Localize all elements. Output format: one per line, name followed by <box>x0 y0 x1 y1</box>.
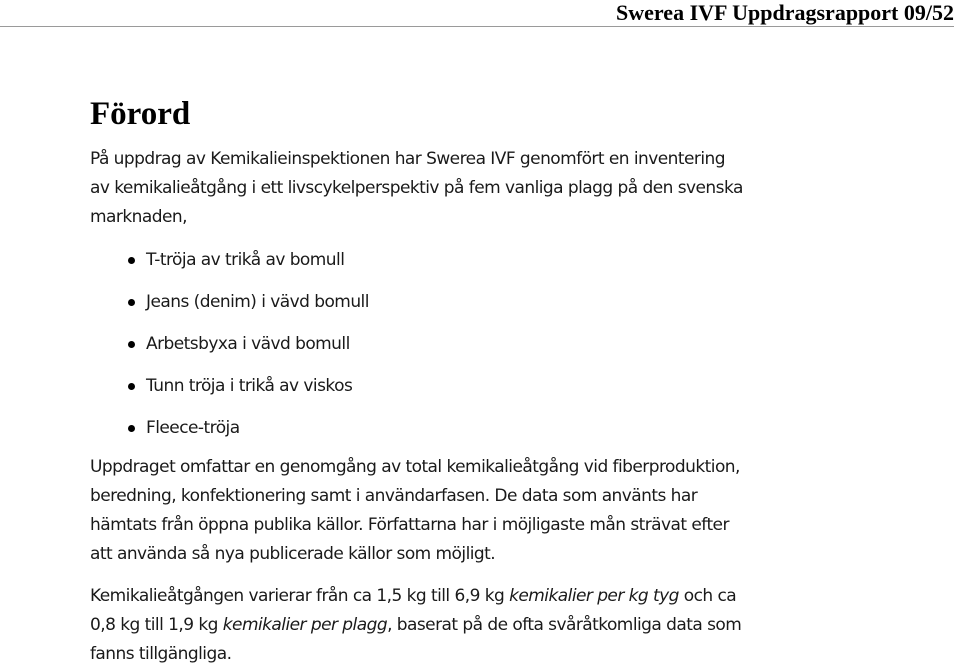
bullet-icon <box>128 425 135 432</box>
bullet-icon <box>128 383 135 390</box>
list-item <box>128 330 828 372</box>
scope-line: Uppdraget omfattar en genomgång av total kemikalieåtgång vid fiberproduktion, <box>90 457 740 477</box>
results-emphasis: kemikalier per kg tyg <box>509 586 679 606</box>
scope-line: hämtats från öppna publika källor. Författarna har i möjligaste mån strävat efter <box>90 515 729 535</box>
list-item <box>128 246 828 288</box>
intro-paragraph <box>90 145 910 232</box>
bullet-icon <box>128 341 135 348</box>
intro-line: marknaden, <box>90 207 187 227</box>
results-line: fanns tillgängliga. <box>90 644 232 664</box>
intro-line: av kemikalieåtgång i ett livscykelperspektiv på fem vanliga plagg på den svenska <box>90 178 743 198</box>
list-item-label: Fleece-tröja <box>146 418 240 438</box>
results-text: 0,8 kg till 1,9 kg <box>90 615 223 635</box>
bullet-icon <box>128 299 135 306</box>
list-item <box>128 414 828 456</box>
page-title: Förord <box>90 96 191 132</box>
page-header <box>0 0 954 27</box>
list-item-label: Tunn tröja i trikå av viskos <box>146 376 353 396</box>
garment-list <box>128 246 828 456</box>
results-line <box>90 582 910 611</box>
scope-line: beredning, konfektionering samt i användarfasen. De data som använts har <box>90 486 698 506</box>
intro-line: På uppdrag av Kemikalieinspektionen har Swerea IVF genomfört en inventering <box>90 149 725 169</box>
list-item-label: Arbetsbyxa i vävd bomull <box>146 334 350 354</box>
scope-line: att använda så nya publicerade källor som möjligt. <box>90 544 496 564</box>
header-text: Swerea IVF Uppdragsrapport 09/52 <box>616 0 954 25</box>
list-item <box>128 372 828 414</box>
results-line <box>90 611 910 640</box>
list-item-label: Jeans (denim) i vävd bomull <box>146 292 369 312</box>
list-item <box>128 288 828 330</box>
results-text: Kemikalieåtgången varierar från ca 1,5 kg till 6,9 kg <box>90 586 510 606</box>
list-item-label: T-tröja av trikå av bomull <box>146 250 345 270</box>
results-text: , baserat på de ofta svåråtkomliga data som <box>387 615 742 635</box>
results-emphasis: kemikalier per plagg <box>222 615 388 635</box>
scope-paragraph <box>90 453 910 569</box>
bullet-icon <box>128 257 135 264</box>
results-text: och ca <box>678 586 737 606</box>
results-paragraph <box>90 582 910 669</box>
